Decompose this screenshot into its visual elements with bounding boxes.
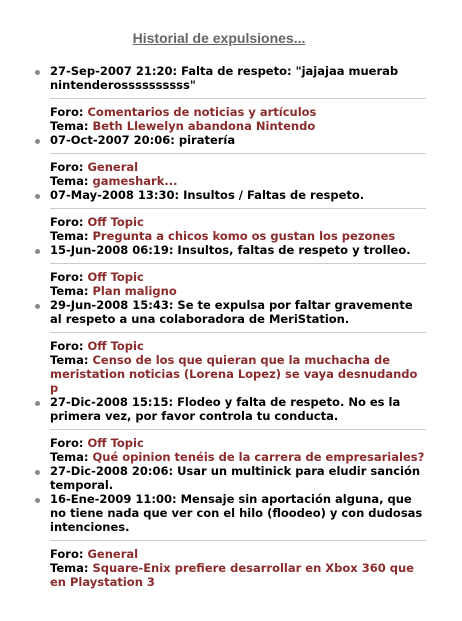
tema-link[interactable]: Censo de los que quieran que la muchacha de meristation noticias (Lorena Lopez) se vaya desnudando p (50, 353, 418, 395)
list-item (50, 188, 426, 243)
tema-link[interactable]: Beth Llewelyn abandona Nintendo (92, 119, 316, 133)
entry-heading: 15-Jun-2008 06:19: Insultos, faltas de respeto y trolleo. (50, 243, 411, 257)
tema-link[interactable]: gameshark... (92, 174, 178, 188)
list-item (50, 64, 426, 133)
foro-label: Foro: (50, 160, 84, 174)
list-item (50, 492, 426, 589)
entry-heading: 16-Ene-2009 11:00: Mensaje sin aportación alguna, que no tiene nada que ver con el hilo (floodeo) y con dudosas intenciones. (50, 492, 423, 534)
tema-label: Tema: (50, 174, 89, 188)
foro-link[interactable]: Off Topic (87, 436, 144, 450)
entry-meta (50, 436, 426, 464)
tema-link[interactable]: Pregunta a chicos komo os gustan los pezones (92, 229, 396, 243)
foro-link[interactable]: Off Topic (87, 339, 144, 353)
expulsion-list (50, 64, 426, 589)
entry-meta (50, 105, 426, 133)
entry-heading: 27-Dic-2008 15:15: Flodeo y falta de respeto. No es la primera vez, por favor controla tu conducta. (50, 395, 401, 423)
list-item (50, 243, 426, 298)
entry-heading: 29-Jun-2008 15:43: Se te expulsa por faltar gravemente al respeto a una colaboradora de MeriStation. (50, 298, 413, 326)
entry-heading: 07-May-2008 13:30: Insultos / Faltas de respeto. (50, 188, 365, 202)
foro-label: Foro: (50, 547, 84, 561)
separator (50, 98, 426, 99)
entry-heading: 27-Dic-2008 20:06: Usar un multinick para eludir sanción temporal. (50, 464, 421, 492)
foro-link[interactable]: Off Topic (87, 270, 144, 284)
foro-label: Foro: (50, 339, 84, 353)
tema-link[interactable]: Square-Enix prefiere desarrollar en Xbox 360 que en Playstation 3 (50, 561, 414, 589)
tema-label: Tema: (50, 353, 89, 367)
list-item (50, 464, 426, 492)
foro-link[interactable]: General (87, 160, 139, 174)
tema-label: Tema: (50, 284, 89, 298)
entry-meta (50, 547, 426, 589)
foro-label: Foro: (50, 215, 84, 229)
foro-label: Foro: (50, 105, 84, 119)
tema-label: Tema: (50, 119, 89, 133)
foro-label: Foro: (50, 270, 84, 284)
entry-heading: 27-Sep-2007 21:20: Falta de respeto: "jajajaa muerab nintenderossssssssss" (50, 64, 399, 92)
separator (50, 540, 426, 541)
separator (50, 332, 426, 333)
entry-meta (50, 215, 426, 243)
foro-link[interactable]: Comentarios de noticias y artículos (87, 105, 317, 119)
tema-link[interactable]: Qué opinion tenéis de la carrera de empresariales? (92, 450, 425, 464)
foro-link[interactable]: Off Topic (87, 215, 144, 229)
tema-label: Tema: (50, 229, 89, 243)
tema-label: Tema: (50, 450, 89, 464)
list-item (50, 395, 426, 464)
separator (50, 263, 426, 264)
page-title[interactable]: Historial de expulsiones... (132, 30, 306, 46)
foro-link[interactable]: General (87, 547, 139, 561)
bullet-icon (35, 401, 40, 406)
bullet-icon (35, 304, 40, 309)
bullet-icon (35, 70, 40, 75)
separator (50, 153, 426, 154)
entry-heading: 07-Oct-2007 20:06: piratería (50, 133, 236, 147)
separator (50, 208, 426, 209)
tema-label: Tema: (50, 561, 89, 575)
foro-label: Foro: (50, 436, 84, 450)
entry-meta (50, 339, 426, 395)
bullet-icon (35, 249, 40, 254)
list-item (50, 298, 426, 395)
bullet-icon (35, 194, 40, 199)
tema-link[interactable]: Plan maligno (92, 284, 177, 298)
bullet-icon (35, 498, 40, 503)
list-item (50, 133, 426, 188)
bullet-icon (35, 470, 40, 475)
entry-meta (50, 270, 426, 298)
bullet-icon (35, 139, 40, 144)
entry-meta (50, 160, 426, 188)
separator (50, 429, 426, 430)
